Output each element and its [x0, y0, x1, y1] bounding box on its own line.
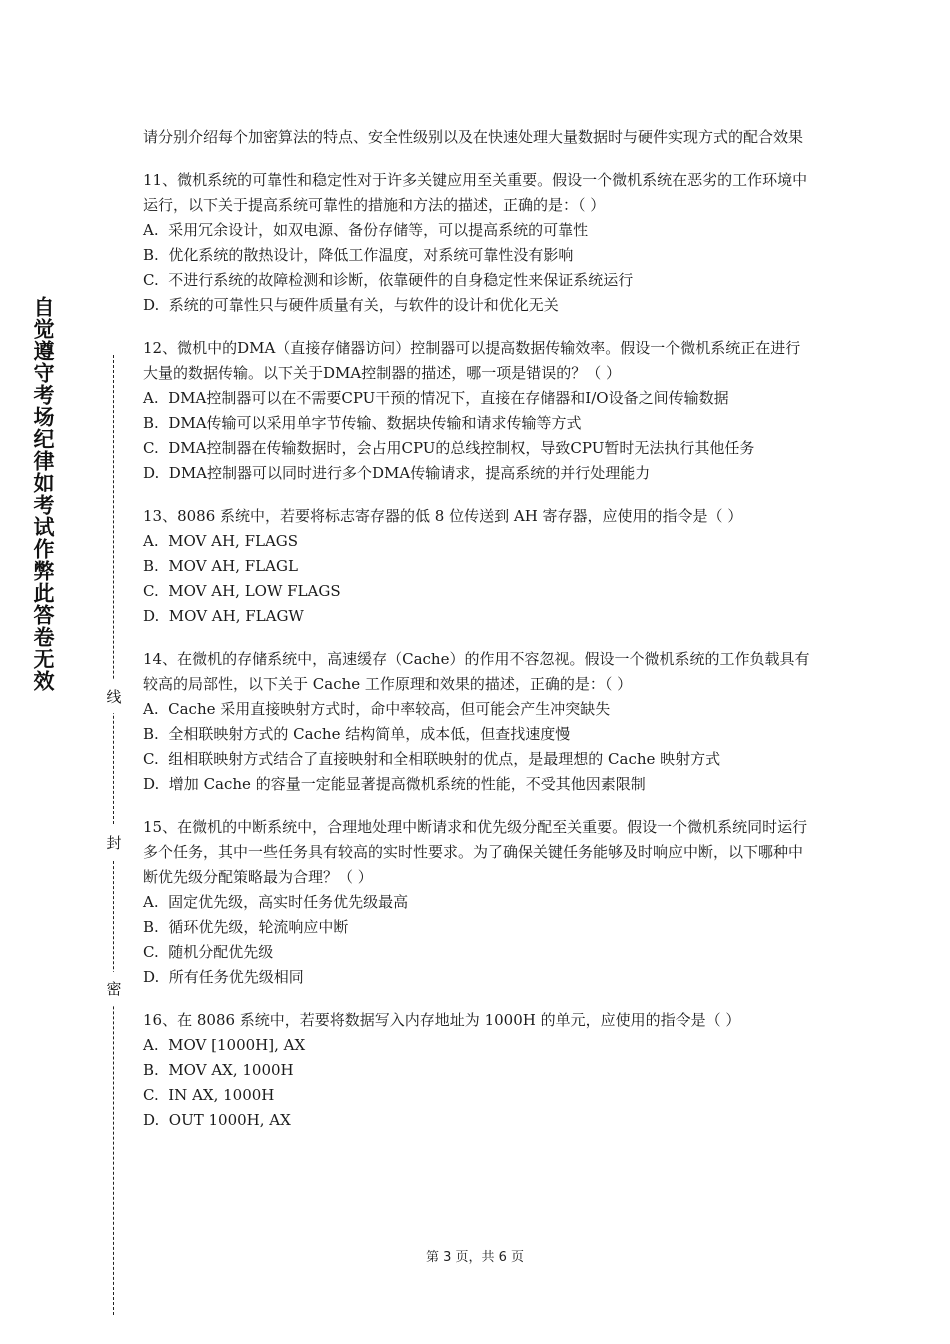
option-b: B. 循环优先级，轮流响应中断 [143, 918, 349, 936]
exam-content [143, 125, 811, 1133]
seal-mark-line: 线 [105, 680, 123, 713]
page-number-footer: 第 3 页，共 6 页 [425, 1250, 525, 1265]
option-c: C. 随机分配优先级 [143, 943, 274, 961]
question-stem: 15、在微机的中断系统中，合理地处理中断请求和优先级分配至关重要。假设一个微机系统同时运行多个任务，其中一些任务具有较高的实时性要求。为了确保关键任务能够及时响应中断，以下哪种中断优先级分配策略最为合理？（ ） [143, 818, 808, 886]
option-b: B. MOV AX, 1000H [143, 1061, 294, 1079]
option-d: D. OUT 1000H, AX [143, 1111, 291, 1129]
option-b: B. 优化系统的散热设计，降低工作温度，对系统可靠性没有影响 [143, 246, 574, 264]
option-d: D. DMA控制器可以同时进行多个DMA传输请求，提高系统的并行处理能力 [143, 464, 651, 482]
option-d: D. 系统的可靠性只与硬件质量有关，与软件的设计和优化无关 [143, 296, 559, 314]
question-14 [143, 647, 811, 797]
option-b: B. 全相联映射方式的 Cache 结构简单，成本低，但查找速度慢 [143, 725, 571, 743]
option-a: A. 固定优先级，高实时任务优先级最高 [143, 893, 409, 911]
option-a: A. MOV AH, FLAGS [143, 532, 299, 550]
option-c: C. 不进行系统的故障检测和诊断，依靠硬件的自身稳定性来保证系统运行 [143, 271, 634, 289]
option-a: A. Cache 采用直接映射方式时，命中率较高，但可能会产生冲突缺失 [143, 700, 611, 718]
question-11 [143, 168, 811, 318]
question-stem: 13、8086 系统中，若要将标志寄存器的低 8 位传送到 AH 寄存器，应使用的指令是（ ） [143, 507, 743, 525]
intro-paragraph: 请分别介绍每个加密算法的特点、安全性级别以及在快速处理大量数据时与硬件实现方式的配合效果 [143, 128, 804, 146]
question-stem: 12、微机中的DMA（直接存储器访问）控制器可以提高数据传输效率。假设一个微机系统正在进行大量的数据传输。以下关于DMA控制器的描述，哪一项是错误的？（ ） [143, 339, 801, 382]
option-d: D. MOV AH, FLAGW [143, 607, 304, 625]
question-15 [143, 815, 811, 990]
exam-discipline-notice: 自觉遵守考场纪律如考试作弊此答卷无效 [31, 296, 55, 692]
question-13 [143, 504, 811, 629]
option-d: D. 增加 Cache 的容量一定能显著提高微机系统的性能，不受其他因素限制 [143, 775, 646, 793]
question-12 [143, 336, 811, 486]
option-a: A. DMA控制器可以在不需要CPU干预的情况下，直接在存储器和I/O设备之间传输数据 [143, 389, 729, 407]
option-b: B. MOV AH, FLAGL [143, 557, 298, 575]
option-a: A. MOV [1000H], AX [143, 1036, 306, 1054]
option-c: C. DMA控制器在传输数据时，会占用CPU的总线控制权，导致CPU暂时无法执行其他任务 [143, 439, 755, 457]
seal-mark-dense: 密 [105, 972, 123, 1005]
option-a: A. 采用冗余设计，如双电源、备份存储等，可以提高系统的可靠性 [143, 221, 589, 239]
option-c: C. MOV AH, LOW FLAGS [143, 582, 341, 600]
question-stem: 11、微机系统的可靠性和稳定性对于许多关键应用至关重要。假设一个微机系统在恶劣的工作环境中运行，以下关于提高系统可靠性的措施和方法的描述，正确的是：（ ） [143, 171, 808, 214]
option-c: C. IN AX, 1000H [143, 1086, 275, 1104]
option-d: D. 所有任务优先级相同 [143, 968, 304, 986]
option-c: C. 组相联映射方式结合了直接映射和全相联映射的优点，是最理想的 Cache 映射方式 [143, 750, 721, 768]
question-16 [143, 1008, 811, 1133]
option-b: B. DMA传输可以采用单字节传输、数据块传输和请求传输等方式 [143, 414, 582, 432]
seal-mark-seal: 封 [105, 826, 123, 859]
question-stem: 16、在 8086 系统中，若要将数据写入内存地址为 1000H 的单元，应使用的指令是（ ） [143, 1011, 741, 1029]
question-stem: 14、在微机的存储系统中，高速缓存（Cache）的作用不容忽视。假设一个微机系统的工作负载具有较高的局部性，以下关于 Cache 工作原理和效果的描述，正确的是：（ ） [143, 650, 810, 693]
